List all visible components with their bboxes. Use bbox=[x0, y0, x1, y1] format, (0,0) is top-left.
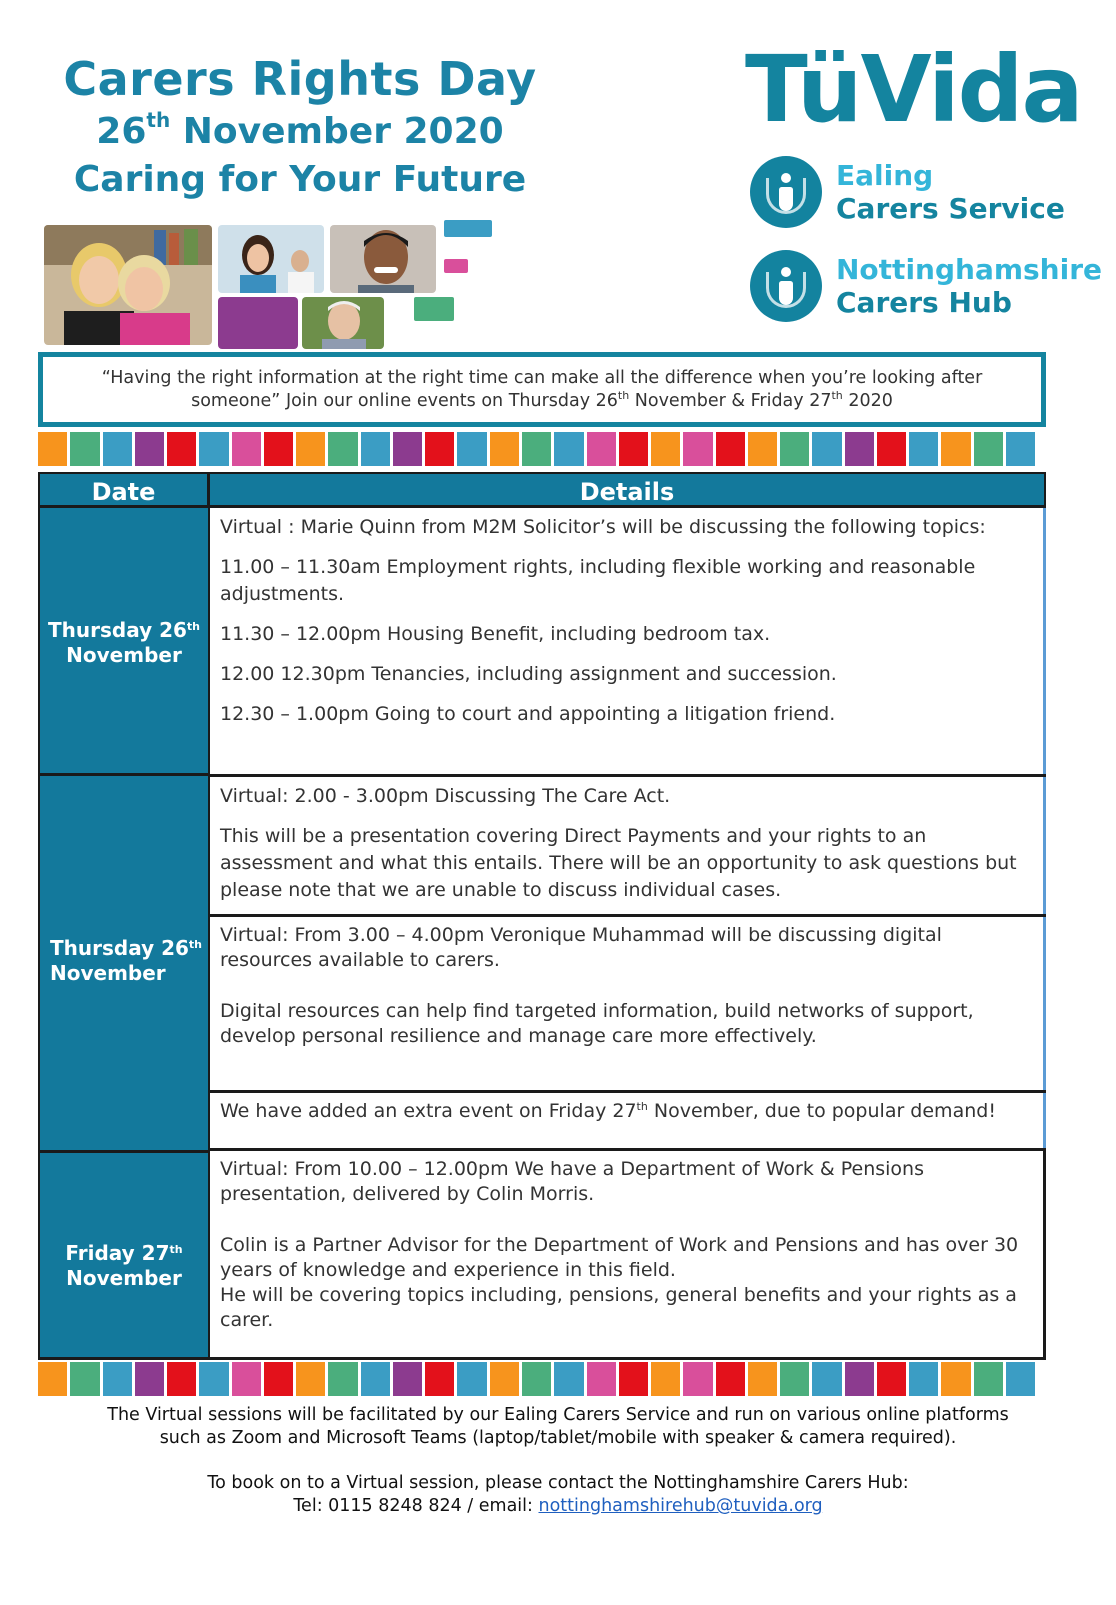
stripe-swatch bbox=[393, 432, 422, 466]
stripe-swatch bbox=[103, 1362, 132, 1396]
event-date: 26th November 2020 bbox=[96, 108, 504, 152]
header-details: Details bbox=[579, 478, 675, 506]
row-divider bbox=[210, 1357, 1046, 1360]
details-cell bbox=[210, 917, 1046, 1091]
stripe-swatch bbox=[909, 432, 938, 466]
stripe-swatch bbox=[490, 432, 519, 466]
stripe-swatch bbox=[554, 1362, 583, 1396]
nottinghamshire-carers-logo bbox=[750, 250, 1102, 322]
page-subtitle: Caring for Your Future bbox=[73, 159, 527, 200]
detail-text: Colin is a Partner Advisor for the Department of Work and Pensions and has over 30 years of knowledge and experience in this field. bbox=[220, 1234, 1019, 1281]
stripe-swatch bbox=[264, 1362, 293, 1396]
stripe-swatch bbox=[812, 1362, 841, 1396]
stripe-swatch bbox=[361, 432, 390, 466]
date-day: Thursday 26th bbox=[47, 618, 200, 642]
color-stripe-bottom bbox=[38, 1362, 1038, 1396]
stripe-swatch bbox=[748, 1362, 777, 1396]
stripe-swatch bbox=[587, 1362, 616, 1396]
stripe-swatch bbox=[296, 432, 325, 466]
detail-text: 11.30 – 12.00pm Housing Benefit, including bedroom tax. bbox=[220, 623, 771, 645]
quote-line2: someone” Join our online events on Thursday 26th November & Friday 27th 2020 bbox=[191, 389, 893, 411]
stripe-swatch bbox=[490, 1362, 519, 1396]
stripe-swatch bbox=[457, 432, 486, 466]
email-link[interactable]: nottinghamshirehub@tuvida.org bbox=[538, 1496, 823, 1516]
footer-line: The Virtual sessions will be facilitated by our Ealing Carers Service and run on various online platforms bbox=[107, 1405, 1009, 1425]
stripe-swatch bbox=[296, 1362, 325, 1396]
detail-text: Virtual: 2.00 - 3.00pm Discussing The Care Act. bbox=[220, 785, 671, 807]
purple-block bbox=[218, 297, 298, 349]
stripe-swatch bbox=[361, 1362, 390, 1396]
tuvida-circle-icon bbox=[750, 156, 822, 228]
details-cell bbox=[210, 1093, 1046, 1148]
logo-line1: Nottinghamshire bbox=[836, 253, 1103, 286]
stripe-swatch bbox=[1006, 432, 1035, 466]
logo-line2: Carers Hub bbox=[836, 286, 1012, 319]
stripe-swatch bbox=[167, 1362, 196, 1396]
footer-info bbox=[0, 1404, 1116, 1450]
stripe-swatch bbox=[457, 1362, 486, 1396]
detail-text: 12.30 – 1.00pm Going to court and appointing a litigation friend. bbox=[220, 703, 836, 725]
pink-block bbox=[444, 259, 468, 273]
elderly-man-photo bbox=[302, 297, 384, 349]
footer-line: such as Zoom and Microsoft Teams (laptop/tablet/mobile with speaker & camera required). bbox=[159, 1428, 957, 1448]
date-day: Thursday 26th bbox=[50, 936, 203, 960]
date-cell bbox=[40, 1150, 208, 1360]
stripe-swatch bbox=[232, 432, 261, 466]
stripe-swatch bbox=[683, 1362, 712, 1396]
stripe-swatch bbox=[651, 432, 680, 466]
color-stripe-top bbox=[38, 432, 1038, 466]
stripe-swatch bbox=[587, 432, 616, 466]
tuvida-logo: TüVida bbox=[745, 36, 1082, 143]
green-block bbox=[414, 297, 454, 321]
stripe-swatch bbox=[716, 432, 745, 466]
ealing-carers-logo bbox=[750, 156, 1065, 228]
date-month: November bbox=[50, 961, 166, 985]
stripe-swatch bbox=[199, 1362, 228, 1396]
page-title: Carers Rights Day bbox=[63, 52, 537, 106]
photo-collage bbox=[44, 225, 514, 353]
detail-text: This will be a presentation covering Direct Payments and your rights to an assessment and what this entails. There will be an opportunity to ask questions but please note that we are unable to discuss individual cases. bbox=[220, 825, 1017, 901]
stripe-swatch bbox=[554, 432, 583, 466]
stripe-swatch bbox=[909, 1362, 938, 1396]
detail-text: Virtual: From 3.00 – 4.00pm Veronique Muhammad will be discussing digital resources available to carers. bbox=[220, 924, 942, 971]
stripe-swatch bbox=[425, 432, 454, 466]
stripe-swatch bbox=[941, 432, 970, 466]
stripe-swatch bbox=[328, 1362, 357, 1396]
stripe-swatch bbox=[1006, 1362, 1035, 1396]
stripe-swatch bbox=[522, 432, 551, 466]
intro-quote bbox=[38, 352, 1046, 427]
stripe-swatch bbox=[70, 1362, 99, 1396]
details-cell bbox=[210, 1151, 1046, 1359]
detail-text: 12.00 12.30pm Tenancies, including assignment and succession. bbox=[220, 663, 837, 685]
date-day: Friday 27th bbox=[65, 1241, 183, 1265]
stripe-swatch bbox=[877, 1362, 906, 1396]
stripe-swatch bbox=[780, 1362, 809, 1396]
stripe-swatch bbox=[748, 432, 777, 466]
smiling-man-photo bbox=[330, 225, 436, 293]
stripe-swatch bbox=[135, 432, 164, 466]
stripe-swatch bbox=[328, 432, 357, 466]
stripe-swatch bbox=[812, 432, 841, 466]
title-block bbox=[40, 50, 560, 204]
stripe-swatch bbox=[683, 432, 712, 466]
date-column bbox=[38, 508, 210, 1360]
teal-block bbox=[444, 220, 492, 237]
stripe-swatch bbox=[845, 432, 874, 466]
stripe-swatch bbox=[38, 1362, 67, 1396]
detail-text: Virtual : Marie Quinn from M2M Solicitor’s will be discussing the following topics: bbox=[220, 516, 986, 538]
quote-line1: “Having the right information at the right time can make all the difference when you’re looking after bbox=[101, 368, 983, 388]
date-month: November bbox=[66, 643, 182, 667]
stripe-swatch bbox=[167, 432, 196, 466]
stripe-swatch bbox=[941, 1362, 970, 1396]
details-cell bbox=[210, 777, 1046, 915]
stripe-swatch bbox=[135, 1362, 164, 1396]
stripe-swatch bbox=[232, 1362, 261, 1396]
table-header bbox=[38, 472, 1046, 508]
stripe-swatch bbox=[974, 432, 1003, 466]
stripe-swatch bbox=[264, 432, 293, 466]
stripe-swatch bbox=[393, 1362, 422, 1396]
stripe-swatch bbox=[103, 432, 132, 466]
detail-text: Virtual: From 10.00 – 12.00pm We have a Department of Work & Pensions presentation, delivered by Colin Morris. bbox=[220, 1158, 924, 1205]
date-cell bbox=[40, 776, 208, 1150]
stripe-swatch bbox=[425, 1362, 454, 1396]
stripe-swatch bbox=[716, 1362, 745, 1396]
stripe-swatch bbox=[619, 432, 648, 466]
events-table bbox=[38, 472, 1046, 508]
details-cell bbox=[210, 508, 1046, 776]
stripe-swatch bbox=[780, 432, 809, 466]
two-women-photo bbox=[44, 225, 212, 345]
stripe-swatch bbox=[522, 1362, 551, 1396]
date-cell bbox=[40, 508, 208, 776]
woman-and-nurse-photo bbox=[218, 225, 324, 293]
stripe-swatch bbox=[974, 1362, 1003, 1396]
logo-line1: Ealing bbox=[836, 159, 934, 192]
stripe-swatch bbox=[38, 432, 67, 466]
stripe-swatch bbox=[619, 1362, 648, 1396]
detail-text: Digital resources can help find targeted information, build networks of support, develop personal resilience and manage care more effectively. bbox=[220, 1000, 974, 1047]
footer-line: Tel: 0115 8248 824 / email: nottinghamshirehub@tuvida.org bbox=[293, 1496, 823, 1516]
tuvida-circle-icon bbox=[750, 250, 822, 322]
detail-text: 11.00 – 11.30am Employment rights, including flexible working and reasonable adjustments. bbox=[220, 556, 976, 605]
stripe-swatch bbox=[845, 1362, 874, 1396]
stripe-swatch bbox=[70, 432, 99, 466]
stripe-swatch bbox=[651, 1362, 680, 1396]
header-date: Date bbox=[40, 474, 210, 505]
footer-line: To book on to a Virtual session, please contact the Nottinghamshire Carers Hub: bbox=[207, 1473, 909, 1493]
logo-line2: Carers Service bbox=[836, 192, 1065, 225]
footer-contact bbox=[0, 1472, 1116, 1518]
date-month: November bbox=[66, 1266, 182, 1290]
detail-text: We have added an extra event on Friday 27th November, due to popular demand! bbox=[220, 1100, 996, 1122]
stripe-swatch bbox=[877, 432, 906, 466]
detail-text: He will be covering topics including, pensions, general benefits and your rights as a carer. bbox=[220, 1284, 1017, 1331]
stripe-swatch bbox=[199, 432, 228, 466]
